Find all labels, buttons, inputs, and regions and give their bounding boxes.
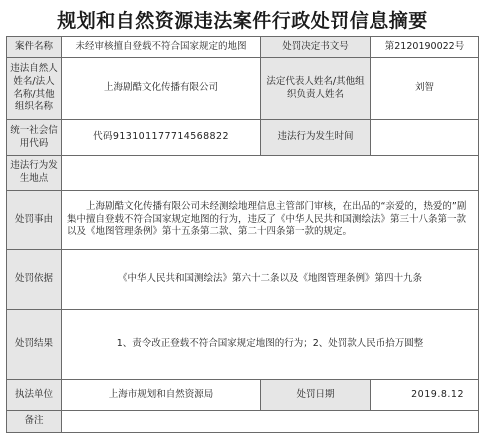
row-credit-code <box>7 120 479 156</box>
page-title: 规划和自然资源违法案件行政处罚信息摘要 <box>57 10 428 32</box>
violation-time-label: 违法行为发生时间 <box>261 120 371 156</box>
reason-label: 处罚事由 <box>7 191 62 250</box>
legal-rep-value: 刘智 <box>371 58 479 120</box>
unit-value: 上海市规划和自然资源局 <box>62 380 261 411</box>
unit-label: 执法单位 <box>7 380 62 411</box>
party-label: 违法自然人姓名/法人名称/其他组织名称 <box>7 58 62 120</box>
result-label: 处罚结果 <box>7 310 62 380</box>
remark-value <box>62 411 479 433</box>
row-party <box>7 58 479 120</box>
credit-code-value: 代码913101177714568822 <box>62 120 261 156</box>
party-value: 上海剧酷文化传播有限公司 <box>62 58 261 120</box>
date-value: 2019.8.12 <box>371 380 479 411</box>
row-basis <box>7 250 479 310</box>
row-reason <box>7 191 479 250</box>
row-violation-place <box>7 156 479 191</box>
reason-value: 上海剧酷文化传播有限公司未经测绘地理信息主管部门审核，在出品的“亲爱的，热爱的”剧集中擅自登载不符合国家规定地图的行为，违反了《中华人民共和国测绘法》第三十八条第一款以及《地图管理条例》第十五条第二款、第二十四条第一款的规定。 <box>62 191 479 250</box>
row-case-name <box>7 37 479 58</box>
legal-rep-label: 法定代表人姓名/其他组织负责人姓名 <box>261 58 371 120</box>
case-name-value: 未经审核擅自登载不符合国家规定的地图 <box>62 37 261 58</box>
decision-no-label: 处罚决定书文号 <box>261 37 371 58</box>
violation-time-value <box>371 120 479 156</box>
decision-no-value: 第2120190022号 <box>371 37 479 58</box>
result-value: 1、责令改正登载不符合国家规定地图的行为；2、处罚款人民币拾万圆整 <box>62 310 479 380</box>
basis-label: 处罚依据 <box>7 250 62 310</box>
row-unit-date <box>7 380 479 411</box>
violation-place-label: 违法行为发生地点 <box>7 156 62 191</box>
remark-label: 备注 <box>7 411 62 433</box>
penalty-info-table <box>6 36 479 433</box>
violation-place-value <box>62 156 479 191</box>
date-label: 处罚日期 <box>261 380 371 411</box>
credit-code-label: 统一社会信用代码 <box>7 120 62 156</box>
row-result <box>7 310 479 380</box>
row-remark <box>7 411 479 433</box>
case-name-label: 案件名称 <box>7 37 62 58</box>
basis-value: 《中华人民共和国测绘法》第六十二条以及《地图管理条例》第四十九条 <box>62 250 479 310</box>
